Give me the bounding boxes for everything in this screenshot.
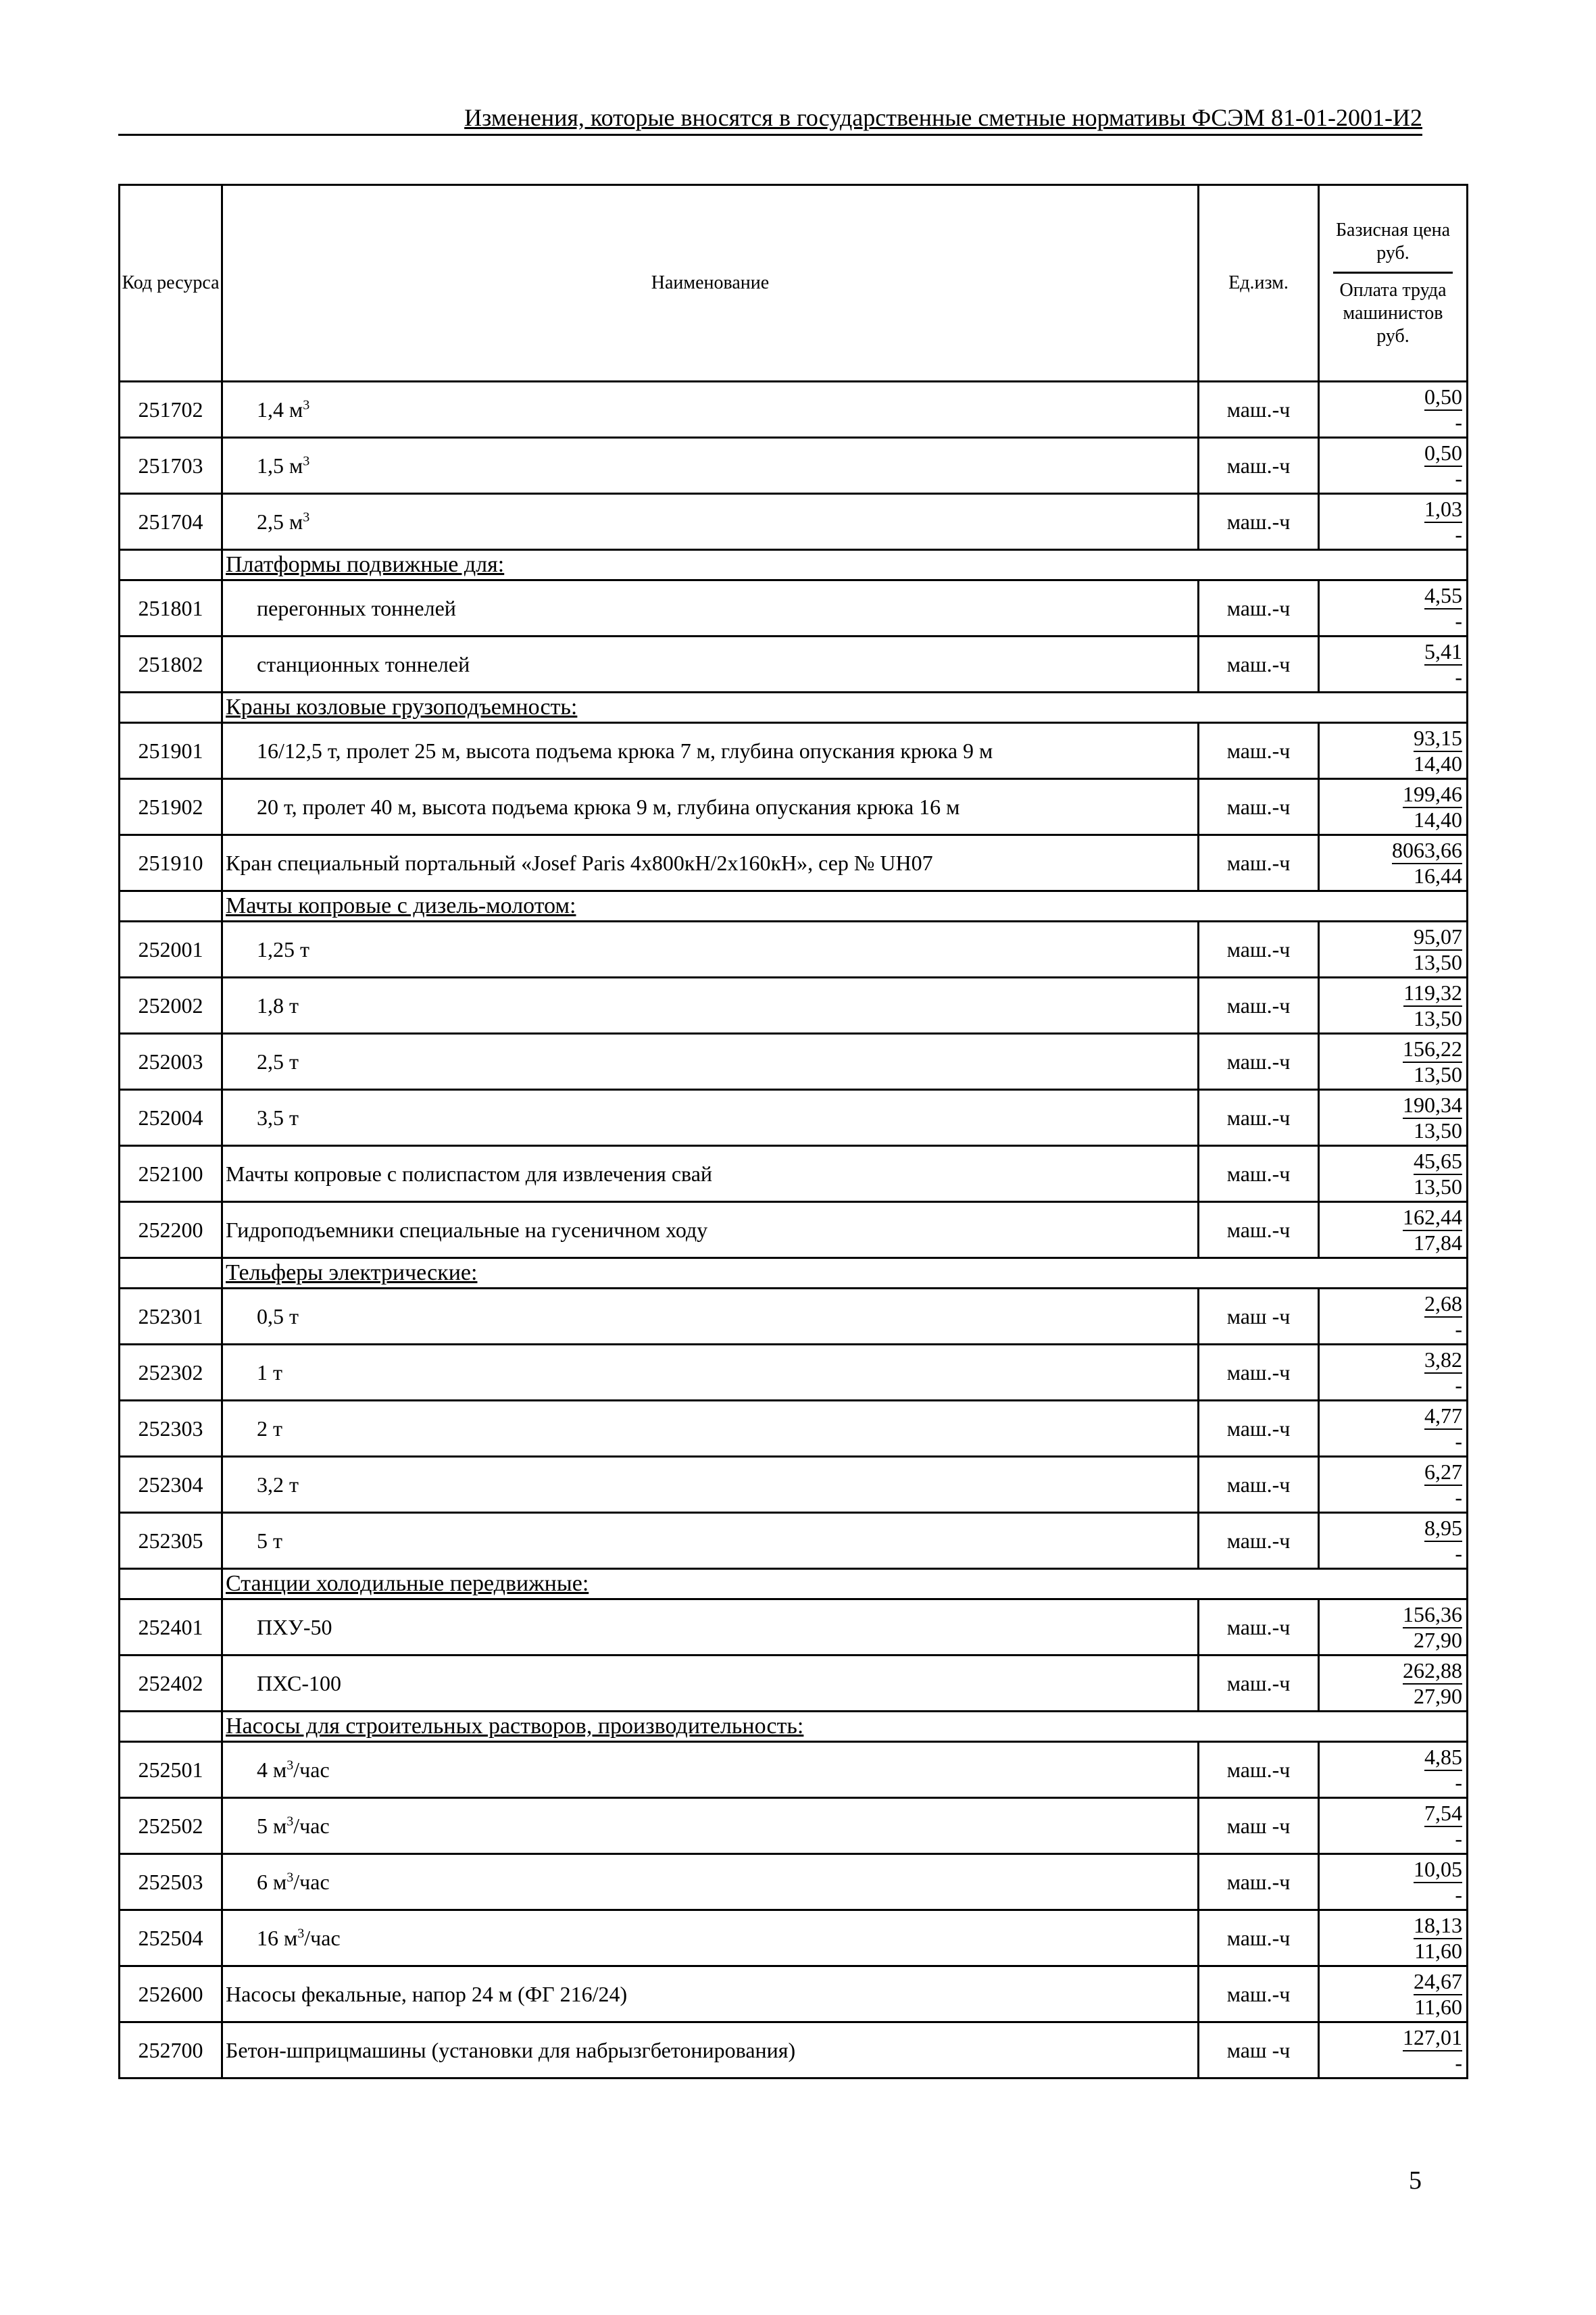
- base-price: 2,68: [1424, 1291, 1462, 1318]
- price-cell: [1319, 1146, 1468, 1202]
- resource-name-cell: [222, 1090, 1199, 1146]
- unit-of-measure: маш.-ч: [1199, 1742, 1319, 1798]
- resource-name: 6 м: [257, 1869, 287, 1894]
- base-price: 5,41: [1424, 639, 1462, 666]
- table-row: [120, 1742, 1468, 1798]
- base-price: 162,44: [1403, 1204, 1462, 1231]
- group-code-cell: [120, 550, 222, 580]
- resource-name: 1 т: [257, 1360, 282, 1385]
- unit-exponent: 3: [297, 1925, 305, 1941]
- base-price: 4,55: [1424, 582, 1462, 609]
- group-name: Мачты копровые с дизель-молотом:: [226, 893, 576, 918]
- group-code-cell: [120, 1712, 222, 1742]
- group-name-cell: [222, 1712, 1468, 1742]
- resource-code: 251702: [120, 382, 222, 438]
- price-cell: [1319, 637, 1468, 693]
- operator-wage: -: [1455, 1541, 1462, 1566]
- group-header-row: [120, 891, 1468, 922]
- resource-name-cell: [222, 1202, 1199, 1258]
- unit-of-measure: маш.-ч: [1199, 1202, 1319, 1258]
- base-price: 0,50: [1424, 384, 1462, 411]
- resource-name: 3,2 т: [257, 1472, 299, 1497]
- operator-wage: 27,90: [1414, 1684, 1462, 1708]
- base-price: 95,07: [1414, 924, 1462, 951]
- price-cell: [1319, 1854, 1468, 1910]
- col-header-price: [1319, 185, 1468, 382]
- group-name: Краны козловые грузоподъемность:: [226, 695, 578, 720]
- group-code-cell: [120, 891, 222, 922]
- resource-code: 252502: [120, 1798, 222, 1854]
- table-row: [120, 1289, 1468, 1345]
- group-name: Станции холодильные передвижные:: [226, 1571, 589, 1596]
- base-price: 127,01: [1403, 2024, 1462, 2051]
- group-name-cell: [222, 891, 1468, 922]
- resource-name-cell: [222, 1034, 1199, 1090]
- resource-name-cell: [222, 978, 1199, 1034]
- base-price: 199,46: [1403, 781, 1462, 808]
- resource-code: 252501: [120, 1742, 222, 1798]
- table-row: [120, 723, 1468, 779]
- resource-name: 2 т: [257, 1416, 282, 1441]
- resource-code: 252305: [120, 1513, 222, 1569]
- base-price: 7,54: [1424, 1800, 1462, 1827]
- operator-wage: 13,50: [1414, 1118, 1462, 1143]
- base-price: 93,15: [1414, 725, 1462, 752]
- operator-wage: -: [1455, 1770, 1462, 1795]
- resource-name: 1,4 м: [257, 397, 303, 422]
- table-row: [120, 1798, 1468, 1854]
- unit-of-measure: маш.-ч: [1199, 1966, 1319, 2022]
- price-cell: [1319, 978, 1468, 1034]
- table-row: [120, 1599, 1468, 1656]
- group-name: Платформы подвижные для:: [226, 552, 505, 577]
- resource-code: 251910: [120, 835, 222, 891]
- unit-of-measure: маш -ч: [1199, 1289, 1319, 1345]
- resource-name-cell: [222, 922, 1199, 978]
- table-row: [120, 637, 1468, 693]
- resource-name: 20 т, пролет 40 м, высота подъема крюка 9 м, глубина опускания крюка 16 м: [257, 794, 960, 819]
- resource-code: 252503: [120, 1854, 222, 1910]
- price-cell: [1319, 494, 1468, 550]
- group-name: Насосы для строительных растворов, производительность:: [226, 1714, 804, 1739]
- price-cell: [1319, 1798, 1468, 1854]
- price-cell: [1319, 1401, 1468, 1457]
- group-header-row: [120, 693, 1468, 723]
- resource-code: 252304: [120, 1457, 222, 1513]
- price-cell: [1319, 1289, 1468, 1345]
- operator-wage: 11,60: [1414, 1939, 1462, 1963]
- table-row: [120, 1910, 1468, 1966]
- resource-code: 252303: [120, 1401, 222, 1457]
- table-row: [120, 978, 1468, 1034]
- group-header-row: [120, 1258, 1468, 1289]
- resource-table: [118, 184, 1468, 2079]
- table-row: [120, 1513, 1468, 1569]
- price-cell: [1319, 438, 1468, 494]
- base-price: 10,05: [1414, 1856, 1462, 1883]
- group-header-row: [120, 1712, 1468, 1742]
- resource-code: 252200: [120, 1202, 222, 1258]
- table-row: [120, 494, 1468, 550]
- table-row: [120, 1966, 1468, 2022]
- table-row: [120, 1656, 1468, 1712]
- unit-of-measure: маш.-ч: [1199, 1910, 1319, 1966]
- resource-code: 252100: [120, 1146, 222, 1202]
- operator-wage: 13,50: [1414, 950, 1462, 974]
- resource-name-cell: [222, 1345, 1199, 1401]
- resource-code: 252401: [120, 1599, 222, 1656]
- price-cell: [1319, 723, 1468, 779]
- resource-name: перегонных тоннелей: [257, 595, 456, 620]
- base-price: 18,13: [1414, 1912, 1462, 1939]
- table-row: [120, 1146, 1468, 1202]
- col-header-unit: Ед.изм.: [1199, 185, 1319, 382]
- resource-code: 252001: [120, 922, 222, 978]
- table-row: [120, 2022, 1468, 2078]
- resource-code: 252002: [120, 978, 222, 1034]
- operator-wage: -: [1455, 522, 1462, 547]
- table-header-row: [120, 185, 1468, 382]
- price-cell: [1319, 1599, 1468, 1656]
- resource-code: 251901: [120, 723, 222, 779]
- price-cell: [1319, 922, 1468, 978]
- table-row: [120, 1202, 1468, 1258]
- unit-of-measure: маш.-ч: [1199, 1457, 1319, 1513]
- operator-wage: 17,84: [1414, 1230, 1462, 1255]
- price-cell: [1319, 1345, 1468, 1401]
- operator-wage: 14,40: [1414, 807, 1462, 832]
- unit-exponent: 3: [286, 1869, 294, 1885]
- unit-of-measure: маш.-ч: [1199, 1854, 1319, 1910]
- unit-of-measure: маш.-ч: [1199, 922, 1319, 978]
- operator-wage: 11,60: [1414, 1995, 1462, 2019]
- price-cell: [1319, 1656, 1468, 1712]
- unit-of-measure: маш.-ч: [1199, 779, 1319, 835]
- base-price: 3,82: [1424, 1347, 1462, 1374]
- unit-of-measure: маш.-ч: [1199, 637, 1319, 693]
- unit-of-measure: маш -ч: [1199, 1798, 1319, 1854]
- unit-of-measure: маш.-ч: [1199, 723, 1319, 779]
- resource-code: 251704: [120, 494, 222, 550]
- group-code-cell: [120, 693, 222, 723]
- operator-wage: -: [1455, 1429, 1462, 1453]
- group-code-cell: [120, 1569, 222, 1599]
- resource-code: 251802: [120, 637, 222, 693]
- price-cell: [1319, 1742, 1468, 1798]
- unit-of-measure: маш.-ч: [1199, 978, 1319, 1034]
- resource-name-cell: [222, 637, 1199, 693]
- price-cell: [1319, 1202, 1468, 1258]
- resource-name: 0,5 т: [257, 1303, 299, 1328]
- unit-of-measure: маш.-ч: [1199, 1513, 1319, 1569]
- base-price: 45,65: [1414, 1148, 1462, 1175]
- unit-of-measure: маш.-ч: [1199, 1034, 1319, 1090]
- resource-name: 1,5 м: [257, 453, 303, 478]
- resource-name: Насосы фекальные, напор 24 м (ФГ 216/24): [226, 1981, 628, 2006]
- base-price: 156,36: [1403, 1601, 1462, 1628]
- group-name-cell: [222, 1569, 1468, 1599]
- group-name-cell: [222, 1258, 1468, 1289]
- resource-name: 5 т: [257, 1528, 282, 1553]
- resource-name: ПХС-100: [257, 1670, 341, 1695]
- resource-name: 1,8 т: [257, 993, 299, 1018]
- unit-suffix: /час: [304, 1925, 341, 1950]
- table-row: [120, 1401, 1468, 1457]
- resource-name-cell: [222, 1513, 1199, 1569]
- unit-of-measure: маш.-ч: [1199, 1656, 1319, 1712]
- group-code-cell: [120, 1258, 222, 1289]
- resource-name-cell: [222, 723, 1199, 779]
- operator-wage: 13,50: [1414, 1006, 1462, 1030]
- operator-wage: 13,50: [1414, 1174, 1462, 1199]
- page-number: 5: [1409, 2166, 1422, 2195]
- document-header: [118, 101, 1422, 136]
- table-row: [120, 1457, 1468, 1513]
- header-title: Изменения, которые вносятся в государственные сметные нормативы ФСЭМ 81-01-2001-И2: [464, 104, 1422, 131]
- table-row: [120, 1854, 1468, 1910]
- unit-of-measure: маш.-ч: [1199, 835, 1319, 891]
- base-price: 4,85: [1424, 1744, 1462, 1771]
- resource-name: ПХУ-50: [257, 1614, 332, 1639]
- resource-code: 252004: [120, 1090, 222, 1146]
- base-price: 156,22: [1403, 1036, 1462, 1063]
- resource-code: 252302: [120, 1345, 222, 1401]
- price-cell: [1319, 1966, 1468, 2022]
- operator-wage: -: [1455, 1883, 1462, 1907]
- group-header-row: [120, 550, 1468, 580]
- price-cell: [1319, 1513, 1468, 1569]
- operator-wage: 16,44: [1414, 864, 1462, 888]
- col-header-name: Наименование: [222, 185, 1199, 382]
- table-row: [120, 835, 1468, 891]
- operator-wage: -: [1455, 1373, 1462, 1397]
- resource-name: Мачты копровые с полиспастом для извлечения свай: [226, 1161, 713, 1186]
- operator-wage: 14,40: [1414, 751, 1462, 776]
- base-price: 262,88: [1403, 1658, 1462, 1685]
- unit-suffix: /час: [293, 1813, 330, 1838]
- base-price: 0,50: [1424, 440, 1462, 467]
- resource-code: 252301: [120, 1289, 222, 1345]
- unit-of-measure: маш.-ч: [1199, 1146, 1319, 1202]
- resource-name: 16 м: [257, 1925, 298, 1950]
- resource-name-cell: [222, 1656, 1199, 1712]
- unit-of-measure: маш.-ч: [1199, 1090, 1319, 1146]
- resource-name: 2,5 т: [257, 1049, 299, 1074]
- operator-wage: -: [1455, 1826, 1462, 1851]
- resource-name-cell: [222, 1599, 1199, 1656]
- price-cell: [1319, 1910, 1468, 1966]
- resource-code: 251703: [120, 438, 222, 494]
- base-price: 24,67: [1414, 1968, 1462, 1995]
- operator-wage: -: [1455, 1317, 1462, 1341]
- operator-wage: -: [1455, 2051, 1462, 2075]
- price-cell: [1319, 835, 1468, 891]
- group-name-cell: [222, 693, 1468, 723]
- table-row: [120, 580, 1468, 637]
- resource-name: станционных тоннелей: [257, 651, 470, 676]
- resource-name-cell: [222, 1798, 1199, 1854]
- table-row: [120, 1345, 1468, 1401]
- resource-code: 252402: [120, 1656, 222, 1712]
- table-row: [120, 1090, 1468, 1146]
- group-name: Тельферы электрические:: [226, 1260, 478, 1285]
- resource-name-cell: [222, 779, 1199, 835]
- table-row: [120, 922, 1468, 978]
- operator-wage: -: [1455, 410, 1462, 434]
- resource-code: 252504: [120, 1910, 222, 1966]
- base-price: 6,27: [1424, 1459, 1462, 1486]
- unit-exponent: 3: [303, 397, 310, 412]
- resource-name-cell: [222, 580, 1199, 637]
- resource-name-cell: [222, 1742, 1199, 1798]
- unit-of-measure: маш -ч: [1199, 2022, 1319, 2078]
- resource-code: 251801: [120, 580, 222, 637]
- price-cell: [1319, 2022, 1468, 2078]
- resource-name-cell: [222, 1146, 1199, 1202]
- price-cell: [1319, 1457, 1468, 1513]
- group-name-cell: [222, 550, 1468, 580]
- price-cell: [1319, 382, 1468, 438]
- table-row: [120, 438, 1468, 494]
- resource-name: Кран специальный портальный «Josef Paris 4x800кН/2x160кН», сер № UH07: [226, 850, 933, 875]
- unit-exponent: 3: [303, 509, 310, 524]
- resource-name-cell: [222, 835, 1199, 891]
- resource-name: 2,5 м: [257, 509, 303, 534]
- resource-code: 252600: [120, 1966, 222, 2022]
- unit-exponent: 3: [286, 1757, 294, 1772]
- unit-of-measure: маш.-ч: [1199, 1599, 1319, 1656]
- base-price: 119,32: [1403, 980, 1462, 1007]
- operator-wage: -: [1455, 466, 1462, 491]
- group-header-row: [120, 1569, 1468, 1599]
- unit-exponent: 3: [286, 1813, 294, 1828]
- resource-name-cell: [222, 1910, 1199, 1966]
- resource-name: 5 м: [257, 1813, 287, 1838]
- unit-exponent: 3: [303, 453, 310, 468]
- resource-name-cell: [222, 2022, 1199, 2078]
- unit-of-measure: маш.-ч: [1199, 1401, 1319, 1457]
- price-cell: [1319, 779, 1468, 835]
- resource-code: 252700: [120, 2022, 222, 2078]
- operator-wage: -: [1455, 609, 1462, 633]
- resource-name-cell: [222, 1457, 1199, 1513]
- unit-suffix: /час: [293, 1869, 330, 1894]
- resource-name-cell: [222, 494, 1199, 550]
- resource-name: 16/12,5 т, пролет 25 м, высота подъема крюка 7 м, глубина опускания крюка 9 м: [257, 738, 993, 763]
- resource-name-cell: [222, 382, 1199, 438]
- unit-of-measure: маш.-ч: [1199, 580, 1319, 637]
- resource-name-cell: [222, 1966, 1199, 2022]
- operator-wage: -: [1455, 1485, 1462, 1510]
- resource-name: Гидроподъемники специальные на гусеничном ходу: [226, 1217, 708, 1242]
- resource-name: 3,5 т: [257, 1105, 299, 1130]
- base-price: 8063,66: [1392, 837, 1462, 864]
- resource-code: 251902: [120, 779, 222, 835]
- table-row: [120, 382, 1468, 438]
- resource-code: 252003: [120, 1034, 222, 1090]
- base-price: 4,77: [1424, 1403, 1462, 1430]
- unit-of-measure: маш.-ч: [1199, 494, 1319, 550]
- price-cell: [1319, 1034, 1468, 1090]
- resource-name: 1,25 т: [257, 937, 309, 962]
- col-header-price-base: Базисная цена руб.: [1335, 219, 1451, 264]
- table-row: [120, 1034, 1468, 1090]
- resource-name-cell: [222, 1289, 1199, 1345]
- base-price: 8,95: [1424, 1515, 1462, 1542]
- table-row: [120, 779, 1468, 835]
- unit-of-measure: маш.-ч: [1199, 1345, 1319, 1401]
- operator-wage: -: [1455, 665, 1462, 689]
- base-price: 1,03: [1424, 496, 1462, 523]
- col-header-code: Код ресурса: [120, 185, 222, 382]
- unit-suffix: /час: [293, 1757, 330, 1782]
- resource-name-cell: [222, 1401, 1199, 1457]
- resource-name: 4 м: [257, 1757, 287, 1782]
- unit-of-measure: маш.-ч: [1199, 382, 1319, 438]
- resource-name-cell: [222, 438, 1199, 494]
- col-header-price-wage: Оплата труда машинистов руб.: [1339, 279, 1447, 347]
- unit-of-measure: маш.-ч: [1199, 438, 1319, 494]
- operator-wage: 13,50: [1414, 1062, 1462, 1087]
- base-price: 190,34: [1403, 1092, 1462, 1119]
- price-cell: [1319, 580, 1468, 637]
- header-divider: [1333, 272, 1453, 274]
- operator-wage: 27,90: [1414, 1628, 1462, 1652]
- price-cell: [1319, 1090, 1468, 1146]
- resource-name-cell: [222, 1854, 1199, 1910]
- resource-name: Бетон-шприцмашины (установки для набрызгбетонирования): [226, 2037, 796, 2062]
